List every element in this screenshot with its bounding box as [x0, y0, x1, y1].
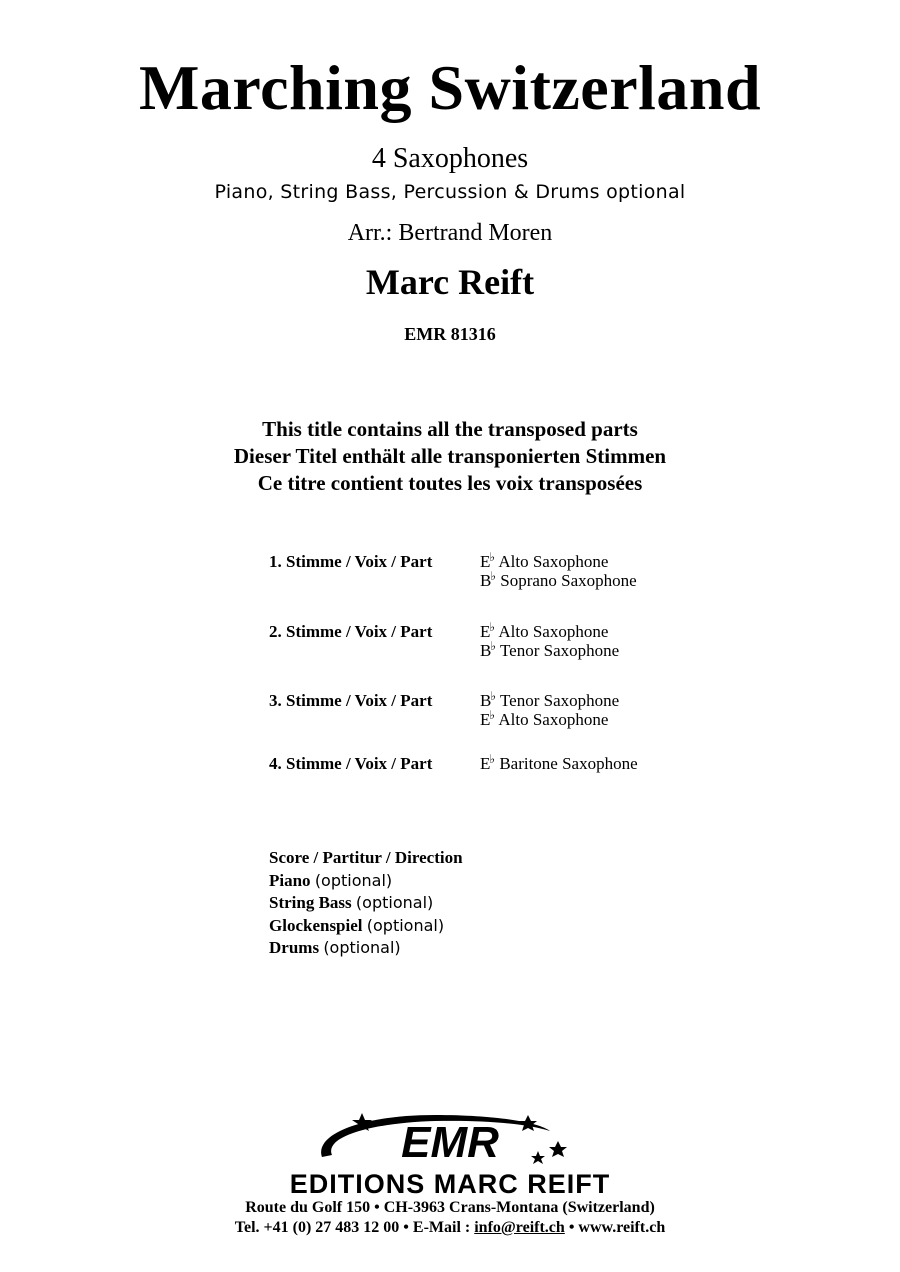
instrument-line: B♭ Tenor Saxophone [480, 639, 620, 660]
notice-english: This title contains all the transposed parts [262, 417, 638, 441]
flat-symbol: ♭ [489, 620, 496, 634]
part-3 [269, 687, 769, 750]
instrument-line: B♭ Tenor Saxophone [480, 689, 620, 710]
instrument-line: E♭ Alto Saxophone [480, 708, 609, 729]
emr-logo [300, 1107, 600, 1177]
optional-instrumentation: Piano, String Bass, Percussion & Drums optional [214, 181, 686, 203]
instrument-line: E♭ Alto Saxophone [480, 620, 609, 641]
notice-french: Ce titre contient toutes les voix transposées [257, 471, 643, 495]
part-instruments [480, 691, 619, 729]
flat-symbol: ♭ [489, 550, 496, 564]
arranger-credit: Arr.: Bertrand Moren [347, 220, 553, 246]
part-label: 1. Stimme / Voix / Part [269, 552, 433, 571]
ensemble-subtitle: 4 Saxophones [371, 143, 529, 174]
part-instruments [480, 754, 638, 773]
part-instruments [480, 622, 619, 660]
part-label: 4. Stimme / Voix / Part [269, 754, 433, 773]
catalog-number: EMR 81316 [404, 324, 496, 344]
flat-symbol: ♭ [490, 569, 497, 583]
extra-part-item: Glockenspiel (optional) [269, 915, 445, 935]
logo-text: EMR [401, 1118, 499, 1167]
flat-symbol: ♭ [490, 689, 497, 703]
publisher-contact: Tel. +41 (0) 27 483 12 00 • E-Mail : info@reift.ch • www.reift.ch [234, 1219, 666, 1236]
transposed-parts-notice [0, 416, 900, 497]
part-label: 3. Stimme / Voix / Part [269, 691, 433, 710]
part-label: 2. Stimme / Voix / Part [269, 622, 433, 641]
email-link[interactable]: info@reift.ch [474, 1219, 565, 1236]
part-2 [269, 618, 769, 687]
parts-list [269, 548, 769, 780]
extra-part-item: Drums (optional) [269, 938, 401, 957]
extra-part-item: Score / Partitur / Direction [269, 848, 463, 867]
publisher-name: EDITIONS MARC REIFT [289, 1169, 611, 1199]
part-1 [269, 548, 769, 618]
instrument-line: E♭ Alto Saxophone [480, 550, 609, 571]
additional-parts-list [269, 847, 463, 960]
extra-part-item: Piano (optional) [269, 870, 393, 890]
publisher-address: Route du Golf 150 • CH-3963 Crans-Montana (Switzerland) [245, 1199, 655, 1216]
page-title: Marching Switzerland [138, 52, 762, 123]
flat-symbol: ♭ [489, 752, 496, 766]
flat-symbol: ♭ [489, 708, 496, 722]
notice-german: Dieser Titel enthält alle transponierten Stimmen [233, 444, 667, 468]
flat-symbol: ♭ [490, 639, 497, 653]
part-instruments [480, 552, 637, 590]
part-4 [269, 750, 769, 780]
instrument-line: E♭ Baritone Saxophone [480, 752, 638, 773]
extra-part-item: String Bass (optional) [269, 893, 434, 912]
composer-name: Marc Reift [365, 262, 535, 302]
instrument-line: B♭ Soprano Saxophone [480, 569, 637, 590]
